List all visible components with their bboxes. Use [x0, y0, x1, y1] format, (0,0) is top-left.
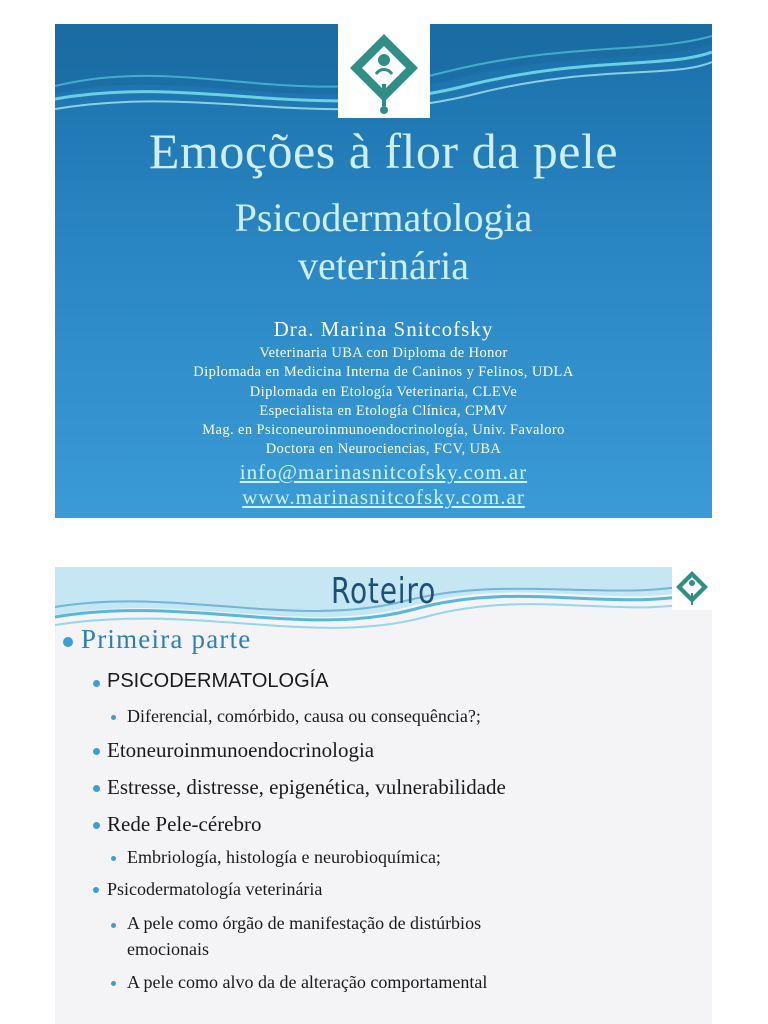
credentials-list: [55, 344, 712, 460]
bullet-level2: A pele como órgão de manifestação de distúrbios: [127, 913, 482, 933]
bullet-dot: [111, 856, 116, 861]
bullet-dot: [111, 981, 116, 986]
bullet-dot: [93, 785, 100, 792]
credential-line: Diplomada en Medicina Interna de Caninos y Felinos, UDLA: [193, 364, 574, 381]
bullet-level1: Rede Pele-cérebro: [107, 812, 262, 836]
credential-line: Veterinaria UBA con Diploma de Honor: [259, 345, 508, 361]
bullet-dot: [111, 715, 116, 720]
bullet-level1: PSICODERMATOLOGÍA: [107, 670, 329, 692]
bullet-level2-continuation: emocionais: [127, 939, 209, 959]
bullet-level1: Psicodermatología veterinária: [107, 879, 323, 899]
bullet-dot: [63, 637, 73, 647]
slide-title: Roteiro: [330, 571, 437, 612]
bullet-level1: Etoneuroinmunoendocrinologia: [107, 738, 375, 762]
bullet-dot: [93, 822, 100, 829]
bullet-dot: [93, 748, 100, 755]
bullet-level2: Embriología, histología e neurobioquímica;: [127, 847, 441, 867]
subtitle-line: Psicodermatologia: [234, 195, 533, 240]
slide-title: Emoções à flor da pele: [148, 123, 619, 179]
subtitle-line: veterinária: [298, 243, 469, 288]
bullet-dot: [111, 923, 116, 928]
bullet-level0: Primeira parte: [81, 624, 252, 654]
agenda-slide: [55, 567, 712, 1024]
veterinary-emblem-icon: [672, 567, 712, 610]
bullet-level1: Estresse, distresse, epigenética, vulnerabilidade: [107, 775, 506, 799]
credential-line: Doctora en Neurociencias, FCV, UBA: [265, 441, 502, 458]
author-name: Dra. Marina Snitcofsky: [273, 317, 494, 341]
credential-line: Diplomada en Etología Veterinaria, CLEVe: [249, 383, 518, 400]
bullet-dot: [93, 887, 99, 893]
email-link[interactable]: info@marinasnitcofsky.com.ar: [239, 460, 528, 484]
bullet-dot: [93, 680, 100, 687]
logo: [338, 24, 430, 118]
website-link[interactable]: www.marinasnitcofsky.com.ar: [242, 485, 525, 509]
bullet-level2: A pele como alvo da de alteração comportamental: [127, 972, 488, 992]
bullet-level2: Diferencial, comórbido, causa ou consequência?;: [127, 706, 481, 726]
contact-links: [55, 460, 712, 510]
slide-subtitle: [55, 194, 712, 290]
credential-line: Mag. en Psiconeuroinmunoendocrinología, Univ. Favaloro: [202, 422, 565, 439]
credential-line: Especialista en Etología Clínica, CPMV: [259, 402, 508, 419]
title-slide: [55, 24, 712, 518]
logo: [672, 567, 712, 610]
veterinary-emblem-icon: [338, 24, 430, 118]
